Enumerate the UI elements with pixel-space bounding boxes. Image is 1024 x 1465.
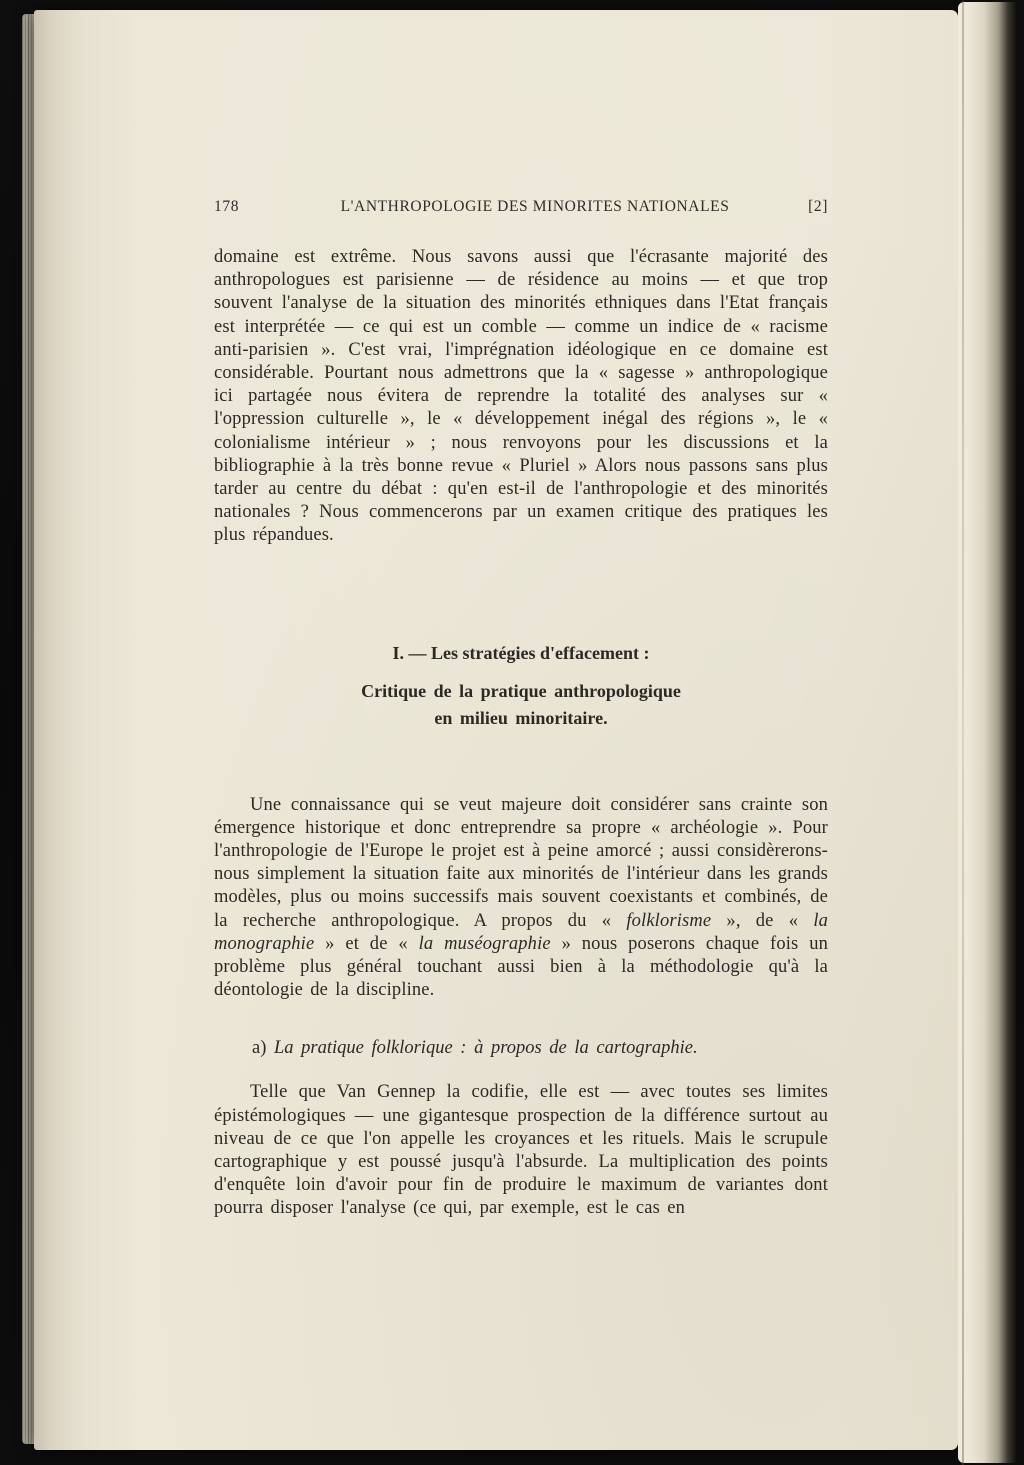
subsection-heading xyxy=(252,1038,828,1059)
paragraph-2-text: Une connaissance qui se veut majeure doit considérer sans crainte son émergence historique et donc entreprendre sa propre « archéologie ». Pour l'anthropologie de l'Europe le projet est à peine amorcé ; aussi considèrerons-nous simplement la situation faite aux minorités de l'intérieur dans les grands modèles, plus ou moins successifs mais souvent coexistants et combinés, de la recherche anthropologique. A propos du « xyxy=(214,794,828,931)
page-marker: [2] xyxy=(808,198,828,215)
running-header xyxy=(214,198,828,216)
italic-term-folklorisme: folklorisme xyxy=(626,910,712,931)
page-content xyxy=(214,198,828,1221)
page-number: 178 xyxy=(214,198,240,215)
paragraph-3: Telle que Van Gennep la codifie, elle est — avec toutes ses limites épistémologiques — une gigantesque prospection de la différence surtout au niveau de ce que l'on appelle les croyances et les rituels. Mais le scrupule cartographique y est poussé jusqu'à l'absurde. La multiplication des points d'enquête loin d'avoir pour fin de produire le maximum de variantes dont pourra disposer l'analyse (ce qui, par exemple, est le cas en xyxy=(214,1082,828,1219)
paragraph-1: domaine est extrême. Nous savons aussi que l'écrasante majorité des anthropologues est parisienne — de résidence au moins — et que trop souvent l'analyse de la situation des minorités ethniques dans l'Etat français est interprétée — ce qui est un comble — comme un indice de « racisme anti-parisien ». C'est vrai, l'imprégnation idéologique en ce domaine est considérable. Pourtant nous admettrons que la « sagesse » anthropologique ici partagée nous évitera de reprendre la totalité des analyses sur « l'oppression culturelle », le « développement inégal des régions », le « colonialisme intérieur » ; nous renvoyons pour les discussions et la bibliographie à la très bonne revue « Pluriel » Alors nous passons sans plus tarder au centre du débat : qu'en est-il de l'anthropologie et des minorités nationales ? Nous commencerons par un examen critique des pratiques les plus répandues. xyxy=(214,247,828,546)
paragraph-2-text: » nous poserons chaque fois un problème plus général touchant aussi bien à la méthodologie qu'à la déontologie de la discipline. xyxy=(214,933,828,1001)
heading-line-2: Critique de la pratique anthropologique xyxy=(361,680,681,701)
italic-term-monographie: la monographie xyxy=(214,910,829,954)
section-heading xyxy=(214,640,828,732)
subsection-label: a) xyxy=(252,1038,267,1059)
next-page-crease xyxy=(962,0,964,1465)
italic-term-museographie: la muséographie xyxy=(418,933,551,954)
paragraph-2 xyxy=(214,794,828,1003)
heading-line-1: I. — Les stratégies d'effacement : xyxy=(392,642,650,663)
subsection-title: La pratique folklorique : à propos de la cartographie. xyxy=(274,1038,698,1059)
running-title: L'ANTHROPOLOGIE DES MINORITES NATIONALES xyxy=(340,198,730,215)
book-page xyxy=(34,10,958,1450)
paragraph-2-text: », de « xyxy=(711,910,814,931)
next-page-edge xyxy=(958,2,1016,1463)
paragraph-2-text: » et de « xyxy=(314,933,419,954)
heading-line-3: en milieu minoritaire. xyxy=(434,707,608,728)
